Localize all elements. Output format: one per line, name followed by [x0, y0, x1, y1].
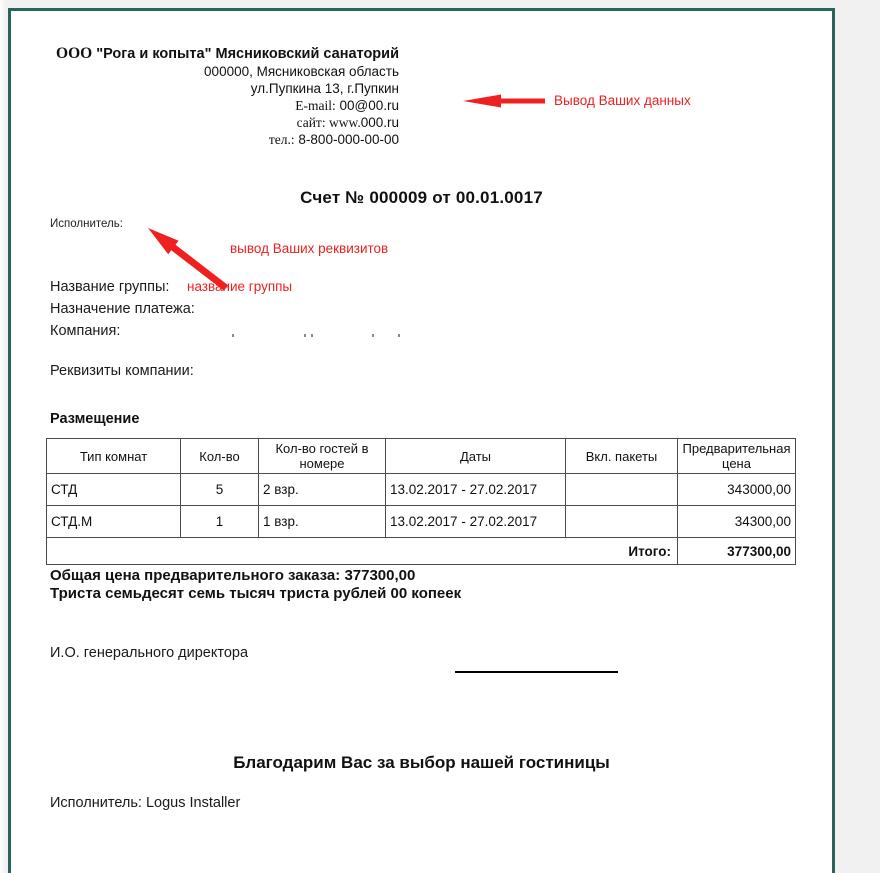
executor-footer-line: Исполнитель: Logus Installer — [50, 795, 241, 811]
cell-dates: 13.02.2017 - 27.02.2017 — [386, 474, 566, 506]
phone-label: тел.: — [268, 132, 295, 147]
thank-you-line: Благодарим Вас за выбор нашей гостиницы — [233, 753, 610, 772]
table-total-row — [47, 538, 796, 565]
cell-count: 5 — [181, 474, 259, 506]
company-requisites-label: Реквизиты компании: — [50, 363, 194, 379]
company-address-region: 000000, Мясниковская область — [204, 64, 399, 79]
total-label: Итого: — [47, 538, 678, 565]
table-row — [47, 506, 796, 538]
col-header-price: Предварительная цена — [678, 439, 796, 474]
redacted-company-value — [304, 334, 306, 337]
amount-in-words: Триста семьдесят семь тысяч триста рублей 00 копеек — [50, 585, 462, 602]
company-site-line — [41, 114, 399, 131]
annotation-your-data: Вывод Ваших данных — [554, 93, 691, 108]
cell-packages — [566, 474, 678, 506]
placement-section-title: Размещение — [50, 411, 140, 427]
site-label: сайт: www. — [296, 115, 361, 130]
col-header-count: Кол-во — [181, 439, 259, 474]
email-value: 00@00.ru — [339, 98, 399, 113]
company-prefix: ООО — [56, 45, 93, 62]
annotation-your-requisites: вывод Ваших реквизитов — [230, 241, 389, 256]
invoice-page — [8, 8, 835, 873]
cell-room-type: СТД.М — [47, 506, 181, 538]
cell-guests: 2 взр. — [259, 474, 386, 506]
company-header-block — [41, 45, 399, 148]
company-address-street: ул.Пупкина 13, г.Пупкин — [250, 81, 399, 96]
phone-value: 8-800-000-00-00 — [298, 132, 399, 147]
left-arrow-icon — [463, 94, 547, 108]
company-label: Компания: — [50, 323, 121, 339]
cell-room-type: СТД — [47, 474, 181, 506]
cell-price: 34300,00 — [678, 506, 796, 538]
cell-packages — [566, 506, 678, 538]
cell-guests: 1 взр. — [259, 506, 386, 538]
redacted-company-value — [398, 334, 400, 337]
company-email-line — [41, 97, 399, 114]
site-value: 000.ru — [360, 115, 399, 130]
redacted-company-value — [232, 334, 234, 337]
preliminary-total-line: Общая цена предварительного заказа: 377300,00 — [50, 567, 416, 584]
signature-line — [455, 645, 618, 673]
table-header-row — [47, 439, 796, 474]
redacted-company-value — [372, 334, 374, 337]
executor-label: Исполнитель: — [50, 218, 123, 230]
total-value: 377300,00 — [678, 538, 796, 565]
annotation-group-name: название группы — [187, 279, 293, 294]
invoice-title: Счет № 000009 от 00.01.0017 — [300, 188, 543, 207]
cell-price: 343000,00 — [678, 474, 796, 506]
group-name-label: Название группы: — [50, 279, 170, 295]
payment-purpose-label: Назначение платежа: — [50, 301, 195, 317]
company-name-line — [41, 45, 399, 63]
email-label: E-mail: — [295, 98, 336, 113]
company-name: Мясниковский санаторий — [215, 46, 399, 62]
placement-table — [46, 438, 796, 565]
col-header-guests: Кол-во гостей в номере — [259, 439, 386, 474]
director-label: И.О. генерального директора — [50, 645, 249, 661]
company-phone-line — [41, 131, 399, 148]
table-row — [47, 474, 796, 506]
col-header-dates: Даты — [386, 439, 566, 474]
col-header-room-type: Тип комнат — [47, 439, 181, 474]
col-header-packages: Вкл. пакеты — [566, 439, 678, 474]
cell-dates: 13.02.2017 - 27.02.2017 — [386, 506, 566, 538]
cell-count: 1 — [181, 506, 259, 538]
company-quoted-name: "Рога и копыта" — [96, 46, 212, 62]
redacted-company-value — [311, 334, 313, 337]
